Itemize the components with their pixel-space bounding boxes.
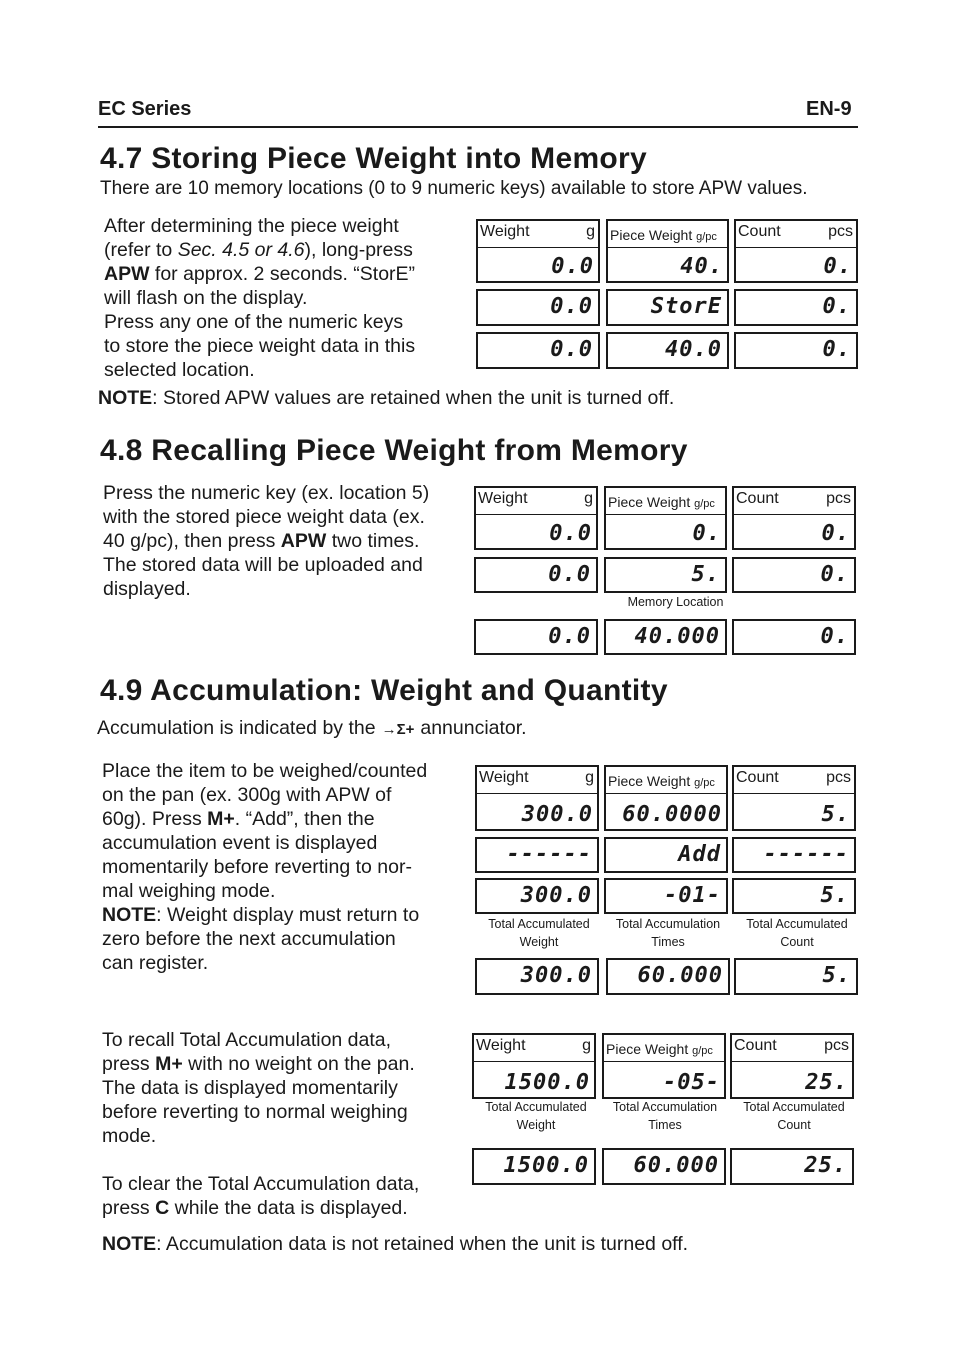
section-title-4-8: 4.8 Recalling Piece Weight from Memory (100, 434, 688, 467)
section-4-8-body: Press the numeric key (ex. location 5) with the stored piece weight data (ex. 40 g/pc), then press APW two times. The stored data will be uploaded and displayed. (103, 482, 430, 600)
count-display: 25. (730, 1148, 854, 1185)
section-title-4-9: 4.9 Accumulation: Weight and Quantity (100, 674, 668, 707)
weight-display: Weight g 0.0 (476, 219, 600, 283)
total-count-caption: Total Accumulated Count (743, 1100, 845, 1132)
piece-weight-display: StorE (606, 289, 729, 326)
total-weight-caption: Total Accumulated Weight (485, 1100, 587, 1132)
count-display: 5. (732, 878, 856, 914)
piece-weight-display: 60.000 (606, 958, 730, 995)
section-4-9-body-b: To recall Total Accumulation data, press M+ with no weight on the pan. The data is displayed momentarily before reverting to normal weighing mode. (102, 1029, 415, 1147)
section-4-7-intro: There are 10 memory locations (0 to 9 numeric keys) available to store APW values. (100, 178, 808, 199)
count-display: 0. (732, 619, 856, 655)
weight-display: 300.0 (475, 878, 599, 914)
piece-weight-display: Piece Weight g/pc -05- (602, 1033, 726, 1099)
piece-weight-display: 5. (604, 557, 727, 593)
count-display: 5. (734, 958, 858, 995)
series-name: EC Series (98, 98, 192, 120)
weight-display: Weight g 0.0 (474, 486, 598, 550)
weight-display: 300.0 (475, 958, 599, 995)
count-display: 0. (734, 289, 858, 326)
count-display: 0. (732, 557, 856, 593)
count-display: Count pcs 0. (732, 486, 856, 550)
section-title-4-7: 4.7 Storing Piece Weight into Memory (100, 142, 648, 175)
section-4-9-body-c: To clear the Total Accumulation data, press C while the data is displayed. (102, 1173, 420, 1219)
piece-weight-display: -01- (604, 878, 728, 914)
weight-display: ------ (475, 837, 599, 873)
count-display: Count pcs 25. (730, 1033, 854, 1099)
piece-weight-display: Piece Weight g/pc 0. (604, 486, 727, 550)
weight-display: Weight g 1500.0 (472, 1033, 596, 1099)
piece-weight-display: Piece Weight g/pc 40. (606, 219, 729, 283)
section-4-9-intro: Accumulation is indicated by the →Σ+ annunciator. (97, 716, 527, 742)
weight-display: 0.0 (474, 619, 598, 655)
piece-weight-display: Piece Weight g/pc 60.0000 (604, 765, 728, 831)
weight-display: 0.0 (476, 289, 600, 326)
piece-weight-display: Add (604, 837, 728, 873)
piece-weight-display: 40.000 (604, 619, 727, 655)
count-display: Count pcs 5. (732, 765, 856, 831)
piece-weight-display: 60.000 (602, 1148, 726, 1185)
header-rule (98, 126, 858, 128)
total-times-caption: Total Accumulation Times (612, 1100, 718, 1132)
accumulation-annunciator-icon: →Σ+ (381, 721, 415, 738)
section-4-7-body: After determining the piece weight (refer to Sec. 4.5 or 4.6), long-press APW for approx. 2 seconds. “StorE” will flash on the display. Press any one of the numeric keys to store the piece weight data in this selected location. (104, 215, 416, 381)
total-times-caption: Total Accumulation Times (615, 917, 721, 949)
count-display: ------ (732, 837, 856, 873)
count-display: Count pcs 0. (734, 219, 858, 283)
total-weight-caption: Total Accumulated Weight (488, 917, 590, 949)
weight-display: Weight g 300.0 (475, 765, 599, 831)
memory-location-caption: Memory Location (627, 595, 724, 609)
weight-display: 1500.0 (472, 1148, 596, 1185)
count-display: 0. (734, 332, 858, 369)
page-number: EN-9 (806, 98, 852, 120)
total-count-caption: Total Accumulated Count (746, 917, 848, 949)
section-4-7-note: NOTE: Stored APW values are retained when the unit is turned off. (98, 387, 675, 409)
piece-weight-display: 40.0 (606, 332, 729, 369)
weight-display: 0.0 (474, 557, 598, 593)
weight-display: 0.0 (476, 332, 600, 369)
section-4-9-body-a: Place the item to be weighed/counted on the pan (ex. 300g with APW of 60g). Press M+. “Add”, then the accumulation event is displayed momentarily before reverting to nor- mal weighing mode. NOTE: Weight display must return to zero before the next accumulation can register. (102, 760, 428, 974)
section-4-9-note: NOTE: Accumulation data is not retained when the unit is turned off. (102, 1233, 689, 1255)
